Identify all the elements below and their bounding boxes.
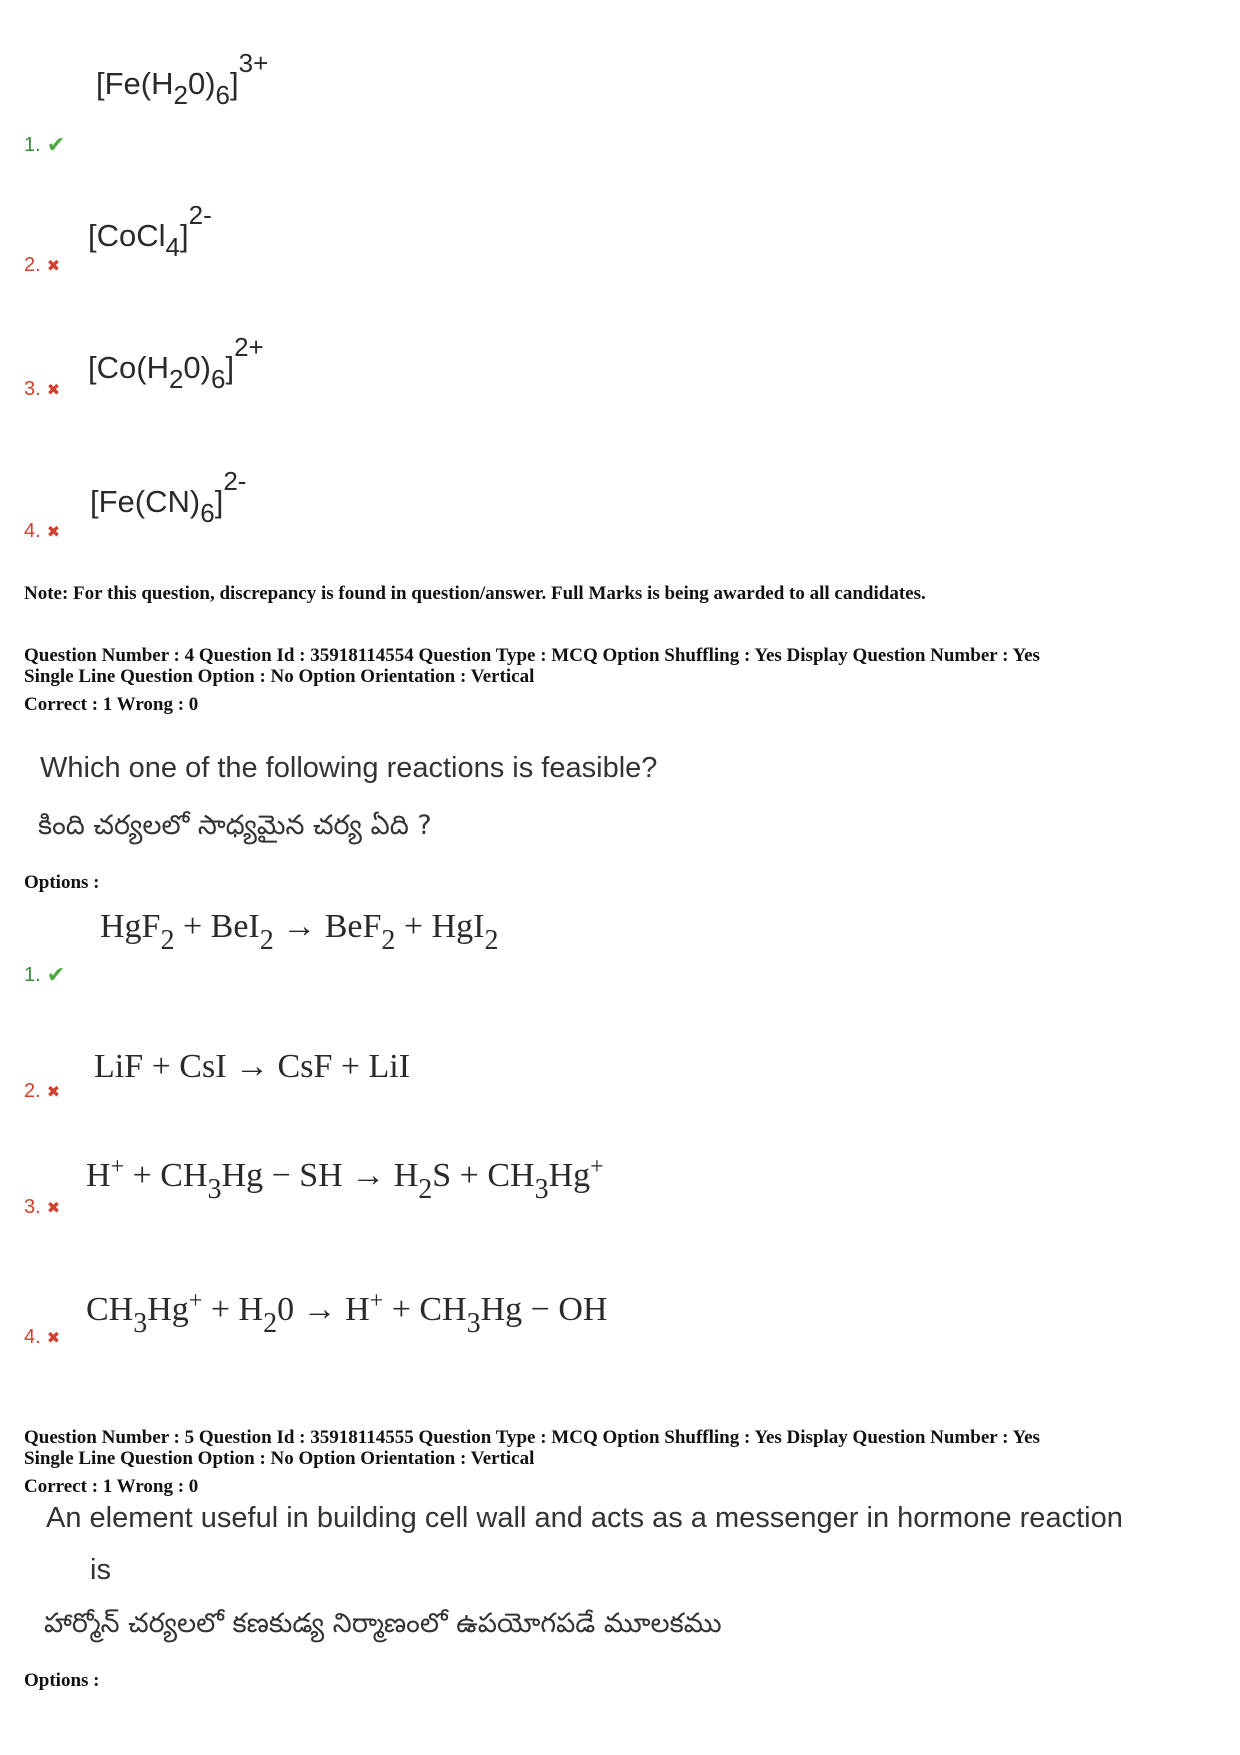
- discrepancy-note: Note: For this question, discrepancy is found in question/answer. Full Marks is being awarded to all candidates.: [24, 583, 926, 604]
- formula-sub: 3: [466, 1308, 481, 1339]
- formula-part: Hg − SH → H: [221, 1157, 419, 1194]
- cross-icon: ✖: [46, 381, 61, 399]
- formula-sub: 2: [381, 925, 396, 956]
- formula-sub: 2: [160, 925, 175, 956]
- q5-meta-line-2: Single Line Question Option : No Option Orientation : Vertical: [24, 1448, 535, 1469]
- option-number-text: 4.: [24, 1326, 41, 1348]
- formula-part: → BeF: [273, 908, 382, 945]
- formula-part: CH: [86, 1291, 134, 1328]
- cross-icon: ✖: [46, 1199, 61, 1217]
- q3-option-1-formula: [96, 48, 268, 111]
- formula-sub: 6: [200, 498, 215, 528]
- formula-part: Hg: [147, 1291, 189, 1328]
- formula-sub: 2: [263, 1308, 278, 1339]
- formula-sup: +: [369, 1288, 384, 1314]
- q4-option-4-reaction: [86, 1288, 607, 1340]
- option-number-text: 1.: [24, 963, 41, 986]
- formula-part: [CoCl: [88, 218, 166, 253]
- q5-options-label: Options :: [24, 1670, 100, 1691]
- q4-options-label: Options :: [24, 872, 100, 893]
- formula-part: + BeI: [174, 908, 260, 945]
- formula-part: S + CH: [432, 1157, 535, 1194]
- formula-part: Hg: [548, 1157, 591, 1194]
- formula-sup: 2+: [234, 332, 264, 362]
- formula-sub: 6: [215, 80, 231, 110]
- q4-option-3-reaction: [86, 1154, 604, 1206]
- q5-question-telugu: హార్మోన్ చర్యలలో కణకుడ్య నిర్మాణంలో ఉపయోగపడే మూలకము: [44, 1608, 722, 1639]
- formula-sup: 2-: [223, 466, 247, 496]
- cross-icon: ✖: [46, 257, 61, 275]
- formula-part: Hg − OH: [480, 1291, 608, 1328]
- cross-icon: ✖: [46, 523, 61, 541]
- cross-icon: ✖: [46, 1329, 61, 1347]
- option-number-text: 2.: [24, 1080, 41, 1102]
- q4-meta-line-2: Single Line Question Option : No Option Orientation : Vertical: [24, 666, 535, 687]
- q4-question-english: Which one of the following reactions is feasible?: [40, 752, 658, 784]
- option-number-text: 1.: [24, 133, 41, 156]
- cross-icon: ✖: [46, 1083, 61, 1101]
- q4-option-4-number: [24, 1326, 60, 1349]
- formula-part: ]: [225, 350, 235, 385]
- q5-question-english-line-1: An element useful in building cell wall and acts as a messenger in hormone reaction: [46, 1502, 1123, 1534]
- q4-marks: Correct : 1 Wrong : 0: [24, 694, 199, 715]
- formula-part: HgF: [100, 908, 161, 945]
- option-number-text: 2.: [24, 254, 41, 276]
- q3-option-2-number: [24, 254, 60, 277]
- formula-part: [Fe(CN): [90, 484, 201, 519]
- q5-marks: Correct : 1 Wrong : 0: [24, 1476, 199, 1497]
- formula-sup: 3+: [238, 48, 269, 78]
- option-number-text: 3.: [24, 378, 41, 400]
- q3-option-1-number: [24, 132, 65, 158]
- q4-meta-line-1: Question Number : 4 Question Id : 35918114554 Question Type : MCQ Option Shuffling : Yes Display Question Number : Yes: [24, 645, 1040, 666]
- formula-sub: 6: [211, 364, 226, 394]
- q4-option-2-number: [24, 1080, 60, 1103]
- formula-sup: +: [590, 1154, 604, 1180]
- formula-part: H: [86, 1157, 111, 1194]
- option-number-text: 3.: [24, 1196, 41, 1218]
- formula-part: [Co(H: [88, 350, 169, 385]
- formula-part: [Fe(H: [96, 66, 174, 101]
- formula-sub: 3: [133, 1308, 148, 1339]
- formula-sub: 4: [165, 232, 180, 262]
- formula-part: ]: [230, 66, 239, 101]
- q3-option-3-formula: [88, 332, 264, 395]
- formula-sub: 2: [259, 925, 274, 956]
- formula-sup: +: [188, 1288, 203, 1314]
- formula-sub: 3: [534, 1174, 549, 1205]
- formula-part: ]: [179, 218, 189, 253]
- formula-part: 0 → H: [277, 1291, 370, 1328]
- q5-question-english-line-2: is: [90, 1554, 111, 1586]
- formula-part: 0): [187, 66, 216, 101]
- q3-option-4-number: [24, 520, 60, 543]
- q3-option-2-formula: [88, 200, 212, 263]
- formula-sub: 2: [168, 364, 184, 394]
- formula-sub: 2: [484, 925, 499, 956]
- q4-option-2-reaction: LiF + CsI → CsF + LiI: [94, 1048, 411, 1085]
- q4-option-3-number: [24, 1196, 60, 1219]
- formula-sub: 2: [418, 1174, 433, 1205]
- formula-part: + H: [202, 1291, 264, 1328]
- q4-question-telugu: కింది చర్యలలో సాధ్యమైన చర్య ఏది ?: [38, 810, 432, 841]
- formula-part: + CH: [124, 1157, 208, 1194]
- formula-sub: 2: [173, 80, 188, 110]
- formula-sub: 3: [207, 1174, 222, 1205]
- q4-option-1-number: [24, 962, 65, 988]
- formula-part: ]: [214, 484, 224, 519]
- q5-meta-line-1: Question Number : 5 Question Id : 35918114555 Question Type : MCQ Option Shuffling : Yes Display Question Number : Yes: [24, 1427, 1040, 1448]
- q3-option-3-number: [24, 378, 60, 401]
- formula-part: + HgI: [395, 908, 485, 945]
- checkmark-icon: ✔: [46, 132, 66, 157]
- formula-sup: 2-: [188, 200, 212, 230]
- q4-option-1-reaction: [100, 908, 498, 957]
- formula-part: 0): [183, 350, 211, 385]
- option-number-text: 4.: [24, 520, 41, 542]
- checkmark-icon: ✔: [46, 962, 66, 987]
- formula-sup: +: [110, 1154, 125, 1180]
- q3-option-4-formula: [90, 466, 246, 529]
- formula-part: + CH: [383, 1291, 467, 1328]
